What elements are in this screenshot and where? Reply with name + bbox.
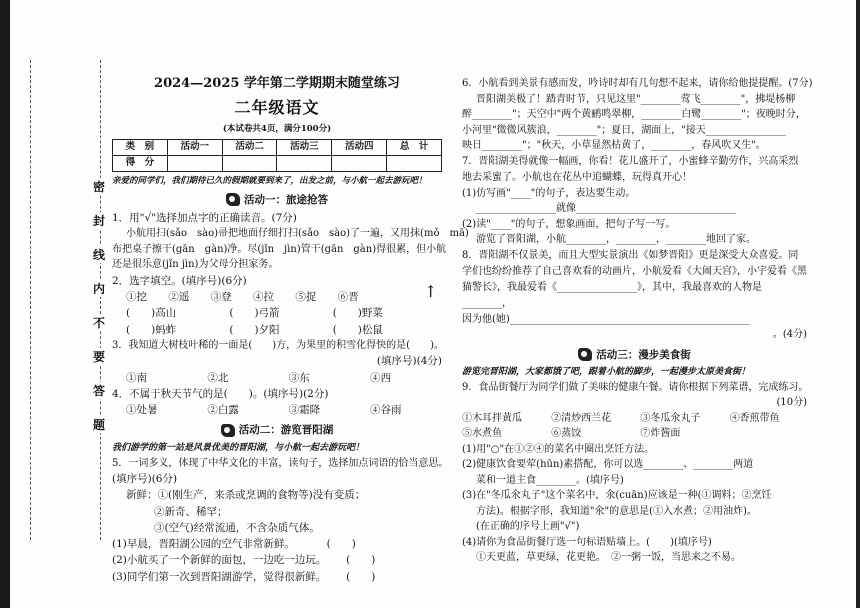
binding-char: 答 bbox=[88, 382, 110, 399]
question-9-2[interactable]: (2)健康饮食要荤(hūn)素搭配，你可以选________、________两道 bbox=[462, 459, 754, 471]
option: ②白露 bbox=[207, 404, 239, 417]
question-6-text[interactable]: 醉________"；天空中"两个黄鹂鸣翠柳，________白鹭________"；夜晚时分， bbox=[462, 109, 806, 120]
question-7-1: (1)仿写画"____"的句子，表达要生动。 bbox=[462, 187, 636, 199]
question-9: 9．食品街餐厅为同学们做了美味的健康午餐。请你根据下列菜谱，完成练习。 bbox=[462, 381, 809, 393]
right-column bbox=[462, 76, 813, 566]
activity-3-intro: 游览完晋阳湖，大家都饿了吧，跟着小航的脚步，一起漫步太原美食街！ bbox=[462, 366, 751, 377]
question-9-3-cont: 方法)。根据字形，我知道"氽"的意思是(①入水煮；②用油炸)。 bbox=[476, 505, 757, 517]
activity-2-intro: 我们游学的第一站是风景优美的晋阳湖，与小航一起去游玩吧！ bbox=[112, 442, 365, 453]
question-4: 4．不属于秋天节气的是( )。(填序号)(2分) bbox=[112, 387, 329, 400]
activity-1-heading bbox=[112, 192, 442, 208]
question-7: 7．晋阳湖美得就像一幅画，你看！花儿盛开了，小蜜蜂辛勤劳作，兴高采烈地去采蜜了。小航也在花丛中追蝴蝶，玩得真开心！ bbox=[462, 155, 799, 183]
question-9-3-hint: (在正确的序号上画"√") bbox=[476, 521, 580, 533]
question-2-row bbox=[112, 322, 442, 338]
fill-blank[interactable]: ( )高山 bbox=[126, 307, 177, 320]
score-cell: 类 别 bbox=[113, 140, 168, 156]
left-column bbox=[112, 74, 469, 585]
menu-item: ⑦炸酱面 bbox=[640, 428, 681, 440]
scan-edge-left bbox=[0, 0, 10, 608]
question-1: 1．用"√"选择加点字的正确读音。(7分) bbox=[112, 211, 297, 224]
sentence-text: (1)早晨，晋阳湖公园的空气非常新鲜。 bbox=[112, 538, 295, 551]
option: ③东 bbox=[288, 371, 310, 384]
question-8-reason[interactable]: 因为他(她)________________________________________________ bbox=[462, 313, 750, 325]
score-input-cell[interactable] bbox=[167, 155, 222, 171]
fill-blank[interactable]: ( )蚂蚱 bbox=[126, 323, 177, 336]
question-5-sentence bbox=[112, 552, 442, 568]
score-table-header-row bbox=[113, 140, 442, 156]
question-6: 6．小航看到美景有感而发，吟诗时却有几句想不起来，请你给他提提醒。(7分) bbox=[462, 78, 813, 89]
score-cell: 得 分 bbox=[113, 155, 168, 171]
question-9-4[interactable]: (4)请你为食品街餐厅选一句标语贴墙上。( )(填序号) bbox=[462, 536, 712, 548]
option: ④西 bbox=[370, 371, 392, 384]
activity-2-heading bbox=[112, 422, 442, 438]
score-cell: 活动二 bbox=[222, 140, 277, 156]
question-9-2-cont[interactable]: 菜和一道主食________。(填序号) bbox=[476, 474, 624, 486]
fill-blank[interactable]: ( )松鼠 bbox=[332, 323, 383, 336]
option: ②北 bbox=[207, 371, 229, 384]
answer-paren[interactable]: ( ) bbox=[346, 554, 376, 567]
binding-line-outer bbox=[30, 60, 31, 540]
option: ④拉 bbox=[253, 291, 275, 304]
question-3: 3．我知道大树枝叶稀的一面是( )方，为果里的积雪化得快的是( )。 bbox=[112, 339, 444, 351]
option: ④谷雨 bbox=[370, 404, 402, 417]
question-3-options bbox=[112, 370, 442, 386]
question-5-meaning: ②新奇、稀罕； bbox=[154, 505, 228, 518]
question-5-word: 新鲜：①(刚生产，来杀或烹调的食物等)没有变质； bbox=[126, 489, 366, 502]
reader-icon bbox=[226, 193, 240, 206]
option: ①南 bbox=[126, 371, 147, 384]
question-2-options bbox=[112, 289, 442, 305]
menu-row bbox=[462, 411, 807, 427]
score-table bbox=[112, 139, 442, 171]
option: ②遥 bbox=[168, 291, 190, 304]
option: ③登 bbox=[210, 291, 232, 304]
question-1-text: 布把桌子擦干(gān gàn)净。尽(jǐn jìn)管干(gān gàn)得很累，但小航 bbox=[112, 243, 447, 255]
question-9-score: (10分) bbox=[776, 397, 807, 409]
option: ⑤捉 bbox=[295, 291, 317, 304]
question-5-meaning: ③(空气)经常流通，不含杂质气体。 bbox=[154, 521, 320, 534]
question-2: 2．选字填空。(填序号)(6分) bbox=[112, 274, 247, 287]
question-5-sentence bbox=[112, 569, 442, 585]
scan-edge-right bbox=[856, 0, 860, 608]
option: ①挖 bbox=[126, 291, 147, 304]
binding-char: 内 bbox=[88, 280, 110, 297]
exam-subject: 二年级语文 bbox=[234, 98, 320, 118]
menu-item: ③冬瓜氽丸子 bbox=[640, 412, 701, 424]
fill-blank[interactable]: ( )弓箭 bbox=[229, 307, 280, 320]
pen-mark: ↑ bbox=[424, 282, 438, 301]
question-8[interactable]: 8．晋阳湖不仅景美，而且大型实景演出《如梦晋阳》更是深受大众喜爱。同学们也纷纷推荐了自己喜欢看的动画片，小航爱看《大闹天宫》，小宇爱看《黑猫警长》，我最爱看《________________》，其中，我最喜欢的人物是________， bbox=[462, 249, 807, 309]
binding-char: 要 bbox=[88, 348, 110, 365]
question-1-text: 小航用扫(sǎo sào)帚把地面仔细打扫(sǎo sào)了一遍，又用抹(mǒ mā) bbox=[126, 228, 469, 240]
question-4-options bbox=[112, 402, 442, 418]
question-3-tail: (填序号)(4分) bbox=[376, 355, 442, 368]
activity-2-title: 活动二：游览晋阳湖 bbox=[238, 424, 334, 437]
reader-icon bbox=[221, 424, 235, 437]
fill-blank[interactable]: ( )夕阳 bbox=[229, 323, 280, 336]
question-8-score: 。(4分) bbox=[772, 329, 807, 340]
exam-title: 2024—2025 学年第二学期期末随堂练习 bbox=[154, 76, 400, 91]
answer-paren[interactable]: ( ) bbox=[326, 538, 356, 551]
score-input-cell[interactable] bbox=[387, 155, 442, 171]
question-5-tail: (填序号)(6分) bbox=[112, 473, 178, 486]
sentence-text: (2)小航买了一个新鲜的面包，一边吃一边玩。 bbox=[112, 554, 327, 567]
reader-icon bbox=[578, 348, 592, 361]
exam-note: (本试卷共4页，满分100分) bbox=[222, 123, 332, 134]
greeting: 亲爱的同学们，我们期待已久的假期就要到来了，出发之前，与小航一起去游玩吧！ bbox=[112, 175, 427, 186]
menu-row bbox=[462, 426, 807, 442]
answer-paren[interactable]: ( ) bbox=[346, 570, 376, 583]
activity-3-title: 活动三：漫步美食街 bbox=[596, 348, 691, 361]
question-2-row bbox=[112, 305, 442, 321]
binding-char: 题 bbox=[88, 416, 110, 433]
menu-item: ⑤水煮鱼 bbox=[462, 428, 502, 440]
score-cell: 活动一 bbox=[167, 140, 222, 156]
question-1-text: 还是很乐意(jǐn jìn)为父母分担家务。 bbox=[112, 259, 279, 271]
question-7-2: (2)读"____"的句子，想象画面，把句子写一写。 bbox=[462, 218, 676, 230]
question-7-1-blank[interactable]: ________________就像________________________________ bbox=[476, 203, 736, 214]
binding-char: 线 bbox=[88, 246, 110, 263]
question-9-3: (3)在"冬瓜氽丸子"这个菜名中，氽(cuān)应该是一种(①调料；②烹饪 bbox=[462, 490, 772, 502]
question-6-text[interactable]: 晋阳湖美极了！踏青时节，只见这里"________莺飞________"，拂堤杨柳 bbox=[476, 93, 796, 105]
binding-char: 不 bbox=[88, 314, 110, 331]
question-9-4-options: ①天更蓝，草更绿，花更艳。 ②一粥一饭，当思来之不易。 bbox=[476, 552, 741, 564]
sentence-text: (3)同学们第一次到晋阳湖游学，觉得很新鲜。 bbox=[112, 570, 327, 583]
option: ③霜降 bbox=[288, 404, 321, 417]
score-input-cell[interactable] bbox=[332, 155, 387, 171]
activity-1-title: 活动一：旅途抢答 bbox=[244, 193, 328, 206]
activity-3-heading bbox=[462, 347, 807, 363]
question-5: 5．一词多义，体现了中华文化的丰富，读句子，选择加点词语的恰当意思。 bbox=[112, 457, 449, 469]
question-9-1: (1)用"○"在①②④的菜名中圈出烹饪方法。 bbox=[462, 443, 655, 455]
score-input-cell[interactable] bbox=[222, 155, 277, 171]
menu-item: ①木耳拌黄瓜 bbox=[462, 412, 522, 424]
option: ①处暑 bbox=[126, 404, 158, 417]
score-cell: 活动三 bbox=[277, 140, 332, 156]
option: ⑥晋 bbox=[337, 291, 359, 304]
binding-line bbox=[100, 60, 101, 540]
question-7-2-blank[interactable]: 游览了晋阳湖，小航________，________，________地回了家。 bbox=[476, 234, 756, 245]
binding-char: 密 bbox=[88, 178, 110, 195]
score-cell: 总 计 bbox=[387, 140, 442, 156]
menu-item: ④香煎带鱼 bbox=[729, 412, 780, 424]
fill-blank[interactable]: ( )野菜 bbox=[332, 307, 383, 320]
question-5-sentence bbox=[112, 536, 442, 552]
question-6-text[interactable]: 映日________"；"秋天，小草显然枯黄了，________，春风吹又生"。 bbox=[462, 140, 766, 151]
score-cell: 活动四 bbox=[332, 140, 387, 156]
score-table-score-row bbox=[113, 155, 442, 171]
score-input-cell[interactable] bbox=[277, 155, 332, 171]
question-6-text[interactable]: 小河里"微微风簇浪，________"；夏日，湖面上，"接天________________ bbox=[462, 124, 786, 136]
menu-item: ⑥蒸饺 bbox=[551, 428, 582, 440]
binding-char: 封 bbox=[88, 212, 110, 229]
menu-item: ②清炒西兰花 bbox=[551, 412, 612, 424]
